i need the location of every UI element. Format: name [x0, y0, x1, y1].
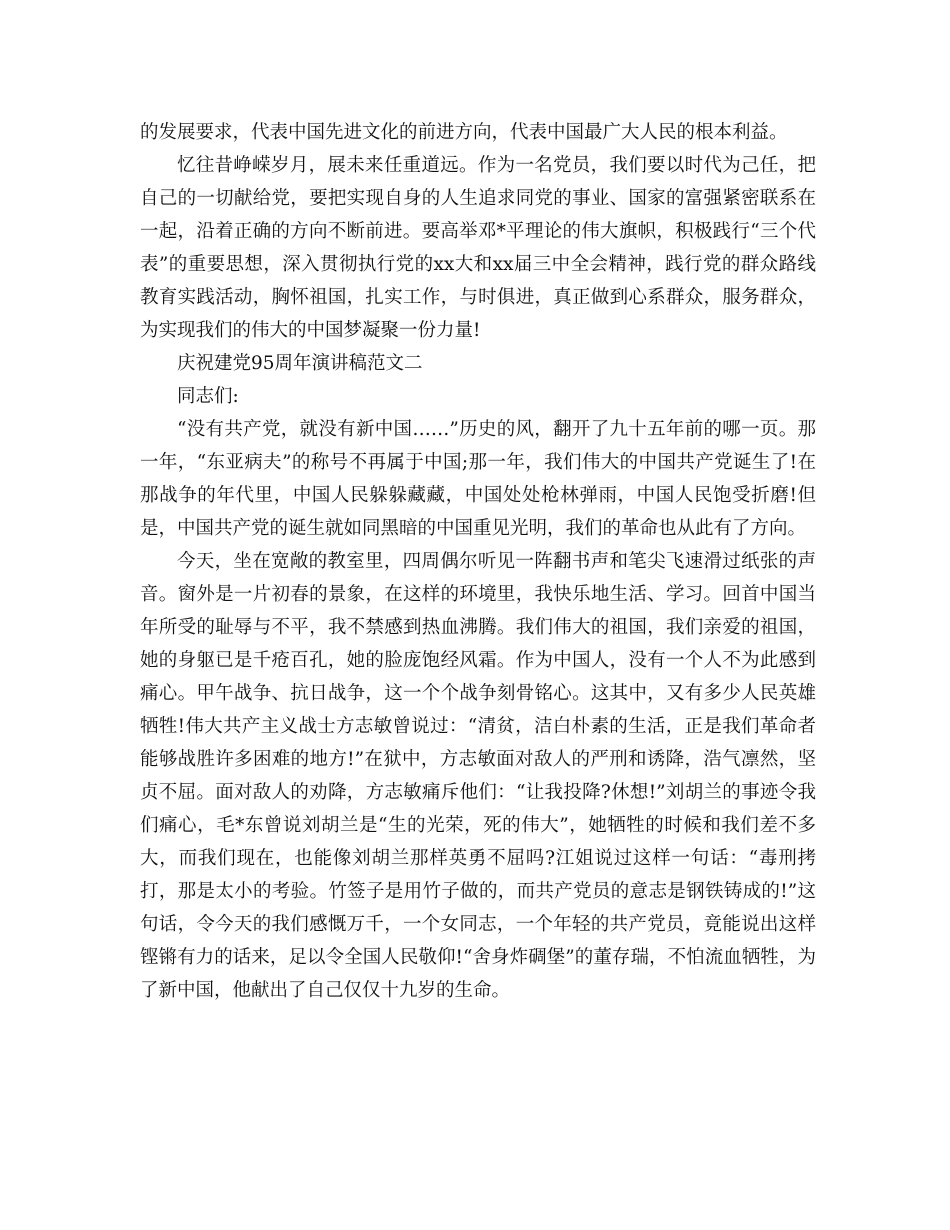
paragraph-today: 今天，坐在宽敞的教室里，四周偶尔听见一阵翻书声和笔尖飞速滑过纸张的声音。窗外是一片初春的景象，在这样的环境里，我快乐地生活、学习。回首中国当年所受的耻辱与不平，我不禁感到热血沸腾。我们伟大的祖国，我们亲爱的祖国，她的身躯已是千疮百孔，她的脸庞饱经风霜。作为中国人，没有一个人不为此感到痛心。甲午战争、抗日战争，这一个个战争刻骨铭心。这其中，又有多少人民英雄牺牲!伟大共产主义战士方志敏曾说过：“清贫，洁白朴素的生活，正是我们革命者能够战胜许多困难的地方!”在狱中，方志敏面对敌人的严刑和诱降，浩气凛然，坚贞不屈。面对敌人的劝降，方志敏痛斥他们：“让我投降?休想!”刘胡兰的事迹令我们痛心，毛*东曾说刘胡兰是“生的光荣，死的伟大”，她牺牲的时候和我们差不多大，而我们现在，也能像刘胡兰那样英勇不屈吗?江姐说过这样一句话：“毒刑拷打，那是太小的考验。竹签子是用竹子做的，而共产党员的意志是钢铁铸成的!”这句话，令今天的我们感慨万千，一个女同志，一个年轻的共产党员，竟能说出这样铿锵有力的话来，足以令全国人民敬仰!“舍身炸碉堡”的董存瑞，不怕流血牺牲，为了新中国，他献出了自己仅仅十九岁的生命。 [140, 551, 816, 1001]
salutation: 同志们: [177, 386, 239, 407]
paragraph-history: “没有共产党，就没有新中国……”历史的风，翻开了九十五年前的哪一页。那一年，“东亚病夫”的称号不再属于中国;那一年，我们伟大的中国共产党诞生了!在那战争的年代里，中国人民躲躲藏藏，中国处处枪林弹雨，中国人民饱受折磨!但是，中国共产党的诞生就如同黑暗的中国重见光明，我们的革命也从此有了方向。 [140, 419, 816, 539]
document-body [140, 116, 816, 1007]
section-title: 庆祝建党95周年演讲稿范文二 [177, 353, 423, 374]
paragraph-continuation: 的发展要求，代表中国先进文化的前进方向，代表中国最广大人民的根本利益。 [140, 122, 788, 143]
paragraph-reflection: 忆往昔峥嵘岁月，展未来任重道远。作为一名党员，我们要以时代为己任，把自己的一切献给党，要把实现自身的人生追求同党的事业、国家的富强紧密联系在一起，沿着正确的方向不断前进。要高举邓*平理论的伟大旗帜，积极践行“三个代表”的重要思想，深入贯彻执行党的xx大和xx届三中全会精神，践行党的群众路线教育实践活动，胸怀祖国，扎实工作，与时俱进，真正做到心系群众，服务群众，为实现我们的伟大的中国梦凝聚一份力量! [140, 155, 816, 341]
